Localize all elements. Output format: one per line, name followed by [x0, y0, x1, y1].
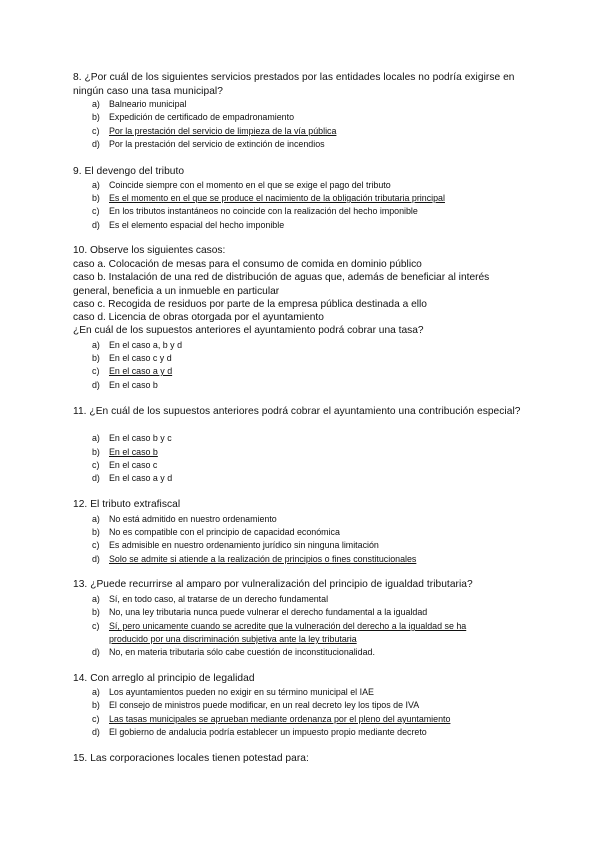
- question-14-title: 14. Con arreglo al principio de legalidad: [73, 673, 255, 684]
- q8-option-d: d) Por la prestación del servicio de extinción de incendios: [92, 139, 325, 149]
- question-15-title: 15. Las corporaciones locales tienen potestad para:: [73, 753, 309, 764]
- q10-option-a: a) En el caso a, b y d: [92, 340, 183, 350]
- question-12-title: 12. El tributo extrafiscal: [73, 499, 181, 510]
- q9-option-c: c) En los tributos instantáneos no coincide con la realización del hecho imponible: [92, 206, 418, 216]
- q10-question: ¿En cuál de los supuestos anteriores el ayuntamiento podrá cobrar una tasa?: [73, 325, 424, 336]
- q12-option-c: c) Es admisible en nuestro ordenamiento jurídico sin ninguna limitación: [92, 540, 379, 550]
- q13-option-d: d) No, en materia tributaria sólo cabe cuestión de inconstitucionalidad.: [92, 647, 375, 657]
- q10-option-c: c) En el caso a y d: [92, 366, 173, 376]
- question-9-title: 9. El devengo del tributo: [73, 166, 185, 177]
- q12-option-b: b) No es compatible con el principio de capacidad económica: [92, 527, 340, 537]
- q11-option-d: d) En el caso a y d: [92, 473, 173, 483]
- q14-option-a: a) Los ayuntamientos pueden no exigir en su término municipal el IAE: [92, 687, 374, 697]
- q10-case-d: caso d. Licencia de obras otorgada por el ayuntamiento: [73, 312, 324, 323]
- q13-option-b: b) No, una ley tributaria nunca puede vulnerar el derecho fundamental a la igualdad: [92, 607, 428, 617]
- q13-option-c-continuation: producido por una discriminación subjetiva ante la ley tributaria: [109, 634, 357, 644]
- q10-option-d: d) En el caso b: [92, 380, 158, 390]
- q13-option-a: a) Sí, en todo caso, al tratarse de un derecho fundamental: [92, 594, 329, 604]
- q11-option-b: b) En el caso b: [92, 447, 158, 457]
- q13-option-c: c) Sí, pero unicamente cuando se acredite que la vulneración del derecho a la igualdad se ha: [92, 621, 467, 631]
- q8-option-c: c) Por la prestación del servicio de limpieza de la vía pública: [92, 126, 337, 136]
- q10-option-b: b) En el caso c y d: [92, 353, 172, 363]
- q11-option-a: a) En el caso b y c: [92, 433, 172, 443]
- question-8-title: 8. ¿Por cuál de los siguientes servicios prestados por las entidades locales no podría exigirse en ningún caso una tasa municipal?: [73, 72, 515, 97]
- question-11-title: 11. ¿En cuál de los supuestos anteriores podrá cobrar el ayuntamiento una contribución especial?: [73, 406, 521, 417]
- q8-option-b: b) Expedición de certificado de empadronamiento: [92, 112, 295, 122]
- q14-option-d: d) El gobierno de andalucia podría establecer un impuesto propio mediante decreto: [92, 727, 427, 737]
- q12-option-d: d) Solo se admite si atiende a la realización de principios o fines constitucionales: [92, 554, 417, 564]
- q11-option-c: c) En el caso c: [92, 460, 158, 470]
- q10-case-a: caso a. Colocación de mesas para el consumo de comida en dominio público: [73, 259, 422, 270]
- q10-case-b-line1: caso b. Instalación de una red de distribución de aguas que, además de beneficiar al interés: [73, 272, 490, 283]
- q9-option-b: b) Es el momento en el que se produce el nacimiento de la obligación tributaria principal: [92, 193, 445, 203]
- q10-case-c: caso c. Recogida de residuos por parte de la empresa pública destinada a ello: [73, 299, 427, 310]
- q9-option-a: a) Coincide siempre con el momento en el que se exige el pago del tributo: [92, 180, 391, 190]
- q12-option-a: a) No está admitido en nuestro ordenamiento: [92, 514, 277, 524]
- q8-option-a: a) Balneario municipal: [92, 99, 187, 109]
- question-13-title: 13. ¿Puede recurrirse al amparo por vulneralización del principio de igualdad tributaria?: [73, 579, 473, 590]
- q14-option-b: b) El consejo de ministros puede modificar, en un real decreto ley los tipos de IVA: [92, 700, 420, 710]
- q9-option-d: d) Es el elemento espacial del hecho imponible: [92, 220, 285, 230]
- question-10-title: 10. Observe los siguientes casos:: [73, 245, 226, 256]
- q14-option-c: c) Las tasas municipales se aprueban mediante ordenanza por el pleno del ayuntamiento: [92, 714, 451, 724]
- q10-case-b-line2: general, beneficia a un inmueble en particular: [73, 286, 280, 297]
